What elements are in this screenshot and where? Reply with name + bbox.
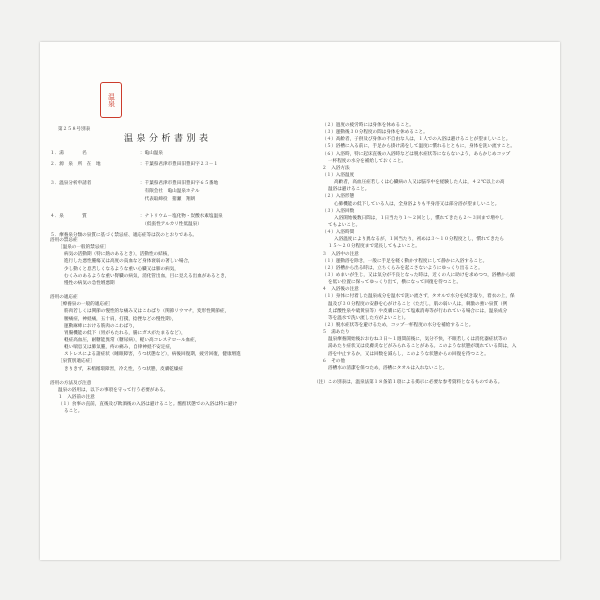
- text-line: （２）脱水症状等を避けるため，コップ一杯程度の水分を補給すること。: [322, 322, 474, 328]
- field-source-location: [50, 161, 218, 167]
- text-line: [50, 373, 302, 380]
- text-line: ［温泉の一般的禁忌症］: [58, 245, 109, 251]
- text-line: 温及び３０分程度の安静を心がけること（ただし，肌の弱い人は，刺激の強い泉質（例: [328, 301, 508, 307]
- text-line: （２）過度の疲労時には身体を休めること。: [322, 123, 414, 128]
- field-value: 代表取締役 猪瀬 翔朗: [140, 197, 196, 202]
- text-line: 慢性の病気の急性増悪期: [64, 280, 115, 286]
- text-line: 温浴は避けること。: [328, 187, 370, 193]
- text-line: （１）身体に付着した温泉成分を温水で洗い流さず，タオルで水分を拭き取り，着衣の上，保: [322, 294, 515, 300]
- field-key: ２．源 泉 所 在 地: [50, 162, 101, 167]
- text-line: 浴用の適応症: [50, 295, 78, 301]
- text-line: （２）入浴形態: [322, 194, 355, 200]
- red-seal-stamp: 温泉: [100, 82, 122, 118]
- text-line: 湯あたり症状又は皮膚炎などがみられることがある。このような状態が現れている間は，入: [328, 344, 517, 350]
- text-line: 温泉療養開始後おおむね３日～１週間前後に，気分不快，不眠若しくは消化器症状等の: [328, 337, 508, 343]
- form-number: 第２５８号別表: [58, 127, 91, 132]
- text-line: （３）めまいが生じ，又は気分が不良となった時は，近くの人に助けを求めつつ，浴槽から頭: [322, 272, 515, 278]
- text-line: 高齢者，高血圧症若しくは心臓病の人又は脳卒中を経験した人は，４２℃以上の高: [334, 180, 505, 186]
- text-line: （３）運動後３０分程度の間は身体を休めること。: [322, 130, 428, 136]
- text-line: 等を温水で洗い流した方がよいこと）。: [328, 315, 409, 321]
- field-spring-quality: [50, 213, 223, 219]
- text-line: を低い位置に保ってゆっくり出て，横になって回復を待つこと。: [328, 280, 462, 286]
- text-line: ２ 入浴方法: [322, 165, 350, 171]
- field-value: ：千葉県君津市豊田旧豊田字６５番地: [140, 181, 219, 186]
- field-applicant-company: [50, 188, 200, 194]
- text-line: 入浴温度により異なるが，１回当たり，初めは３～１０分程度とし，慣れてきたら: [334, 237, 504, 243]
- text-line: 少し動くと息苦しくなるような重い心臓又は肺の病気，: [64, 266, 179, 272]
- text-line: 胃腸機能の低下（胃がもたれる，腸にガスがたまるなど），: [64, 330, 186, 336]
- text-line: （２）浴槽から出る時は，立ちくらみを起こさないようにゆっくり出ること。: [322, 265, 483, 271]
- text-line: （４）高齢者，子供及び身体の不自由な人は，１人での入浴は避けることが望ましいこと。: [322, 137, 511, 143]
- field-key: ５．療養泉分類の泉質に基づく禁忌症、適応症等は次のとおりである。: [50, 233, 198, 238]
- field-spring-quality-note: [50, 221, 202, 227]
- text-line: 浴用の禁忌症: [50, 238, 78, 243]
- text-line: 心肺機能の低下している人は，全身浴よりも半身浴又は部分浴が望ましいこと。: [334, 201, 500, 207]
- field-key: ４．泉 質: [50, 214, 87, 219]
- text-line: ５ 湯あたり: [322, 330, 350, 336]
- field-value: （低張性アルカリ性低温泉）: [140, 222, 202, 227]
- text-line: 浴を中止するか，又は回数を減らし，このような状態からの回復を待つこと。: [328, 351, 489, 357]
- text-line: 浴用の方法及び注意: [50, 380, 92, 386]
- text-line: （４）入浴時間: [322, 230, 355, 236]
- text-line: （３）入浴回数: [322, 208, 355, 214]
- text-line: 病気の活動期（特に熱のあるとき），活動性の結核，: [64, 252, 172, 258]
- field-value: ：亀山温泉: [140, 151, 163, 156]
- text-line: （６）入浴時，特に起床直後の入浴時などは脱水症状等にならないよう，あらかじめコップ: [322, 151, 511, 157]
- text-line: （１）運動浴を除き，一般に手足を軽く動かす程度にして静かに入浴すること。: [322, 258, 488, 264]
- text-line: （５）浴槽に入る前に，手足から掛け湯をして温度に慣れるとともに，身体を洗い流すこと。: [322, 144, 515, 150]
- text-line: １５～２０分程度まで延長してもよいこと。: [328, 244, 420, 250]
- text-line: 浴槽水の清潔を保つため，浴槽にタオルは入れないこと。: [328, 365, 448, 371]
- text-line: ４ 入浴後の注意: [322, 287, 359, 293]
- field-spring-name: [50, 150, 163, 156]
- text-line: 腰痛症，神経痛，五十肩，打撲，捻挫などの慢性期），: [64, 316, 177, 322]
- field-key: １．湯 名: [50, 151, 87, 156]
- text-line: 筋肉若しくは関節の慢性的な痛み又はこわばり（関節リウマチ，変形性関節症，: [64, 309, 230, 315]
- text-line: 入浴開始後数日間は，１日当たり１～２回とし，慣れてきたら２～３回まで増やし: [334, 215, 504, 221]
- text-line: [50, 287, 302, 294]
- right-column-text: [314, 122, 564, 386]
- text-line: （注）この別表は，温泉法第１８条第１項による掲示に必要な参考資料となるものである。: [314, 380, 503, 386]
- field-value: 有限会社 亀山温泉ホテル: [140, 189, 200, 194]
- field-value: ：ナトリウム－塩化物・炭酸水素塩温泉: [140, 214, 223, 219]
- text-line: ストレスによる諸症状（睡眠障害，うつ状態など），病後回復期，疲労回復，健康増進: [64, 352, 241, 358]
- text-line: （１）食事の直前，直後及び飲酒後の入浴は避けること。酩酊状態での入浴は特に避け: [58, 402, 238, 408]
- text-line: てもよいこと。: [328, 222, 361, 228]
- field-applicant: [50, 180, 218, 186]
- field-value: ：千葉県君津市豊田旧豊田字２３－１: [140, 162, 219, 167]
- text-line: ３ 入浴中の注意: [322, 251, 359, 257]
- text-line: ［療養泉の一般的適応症］: [58, 302, 114, 308]
- text-line: えば酸性泉や硫黄泉等）や皮膚に応じて塩素消毒等が行われている場合には，温泉成分: [328, 308, 508, 314]
- text-line: [314, 372, 564, 379]
- text-line: きりきず，末梢循環障害，冷え性，うつ状態，皮膚乾燥症: [64, 366, 184, 372]
- text-line: むくみのあるような重い腎臓の病気，消化管出血，目に見える出血があるとき，: [64, 273, 230, 279]
- text-line: 軽い喘息又は肺気腫，痔の痛み，自律神経不安定症，: [64, 345, 175, 351]
- text-line: ること。: [64, 409, 83, 415]
- text-line: 運動麻痺における筋肉のこわばり，: [64, 323, 138, 329]
- text-line: ６ その他: [322, 358, 345, 364]
- text-line: 進行した悪性腫瘍又は高度の貧血など身体衰弱の著しい場合，: [64, 259, 193, 265]
- document-title: 温泉分析書別表: [124, 134, 212, 144]
- text-line: （１）入浴温度: [322, 172, 355, 178]
- text-line: １ 入浴前の注意: [58, 395, 95, 401]
- field-applicant-rep: [50, 196, 195, 202]
- text-line: 一杯程度の水分を補給しておくこと。: [328, 158, 407, 164]
- text-line: 軽症高血圧，耐糖能異常（糖尿病），軽い高コレステロール血症，: [64, 337, 200, 343]
- field-key: ３．温泉分析申請者: [50, 181, 92, 186]
- text-line: ［泉質別適応症］: [58, 359, 95, 365]
- left-column-text: [50, 237, 302, 416]
- text-line: 温泉の浴用は，以下の事項を守って行う必要がある。: [58, 387, 169, 393]
